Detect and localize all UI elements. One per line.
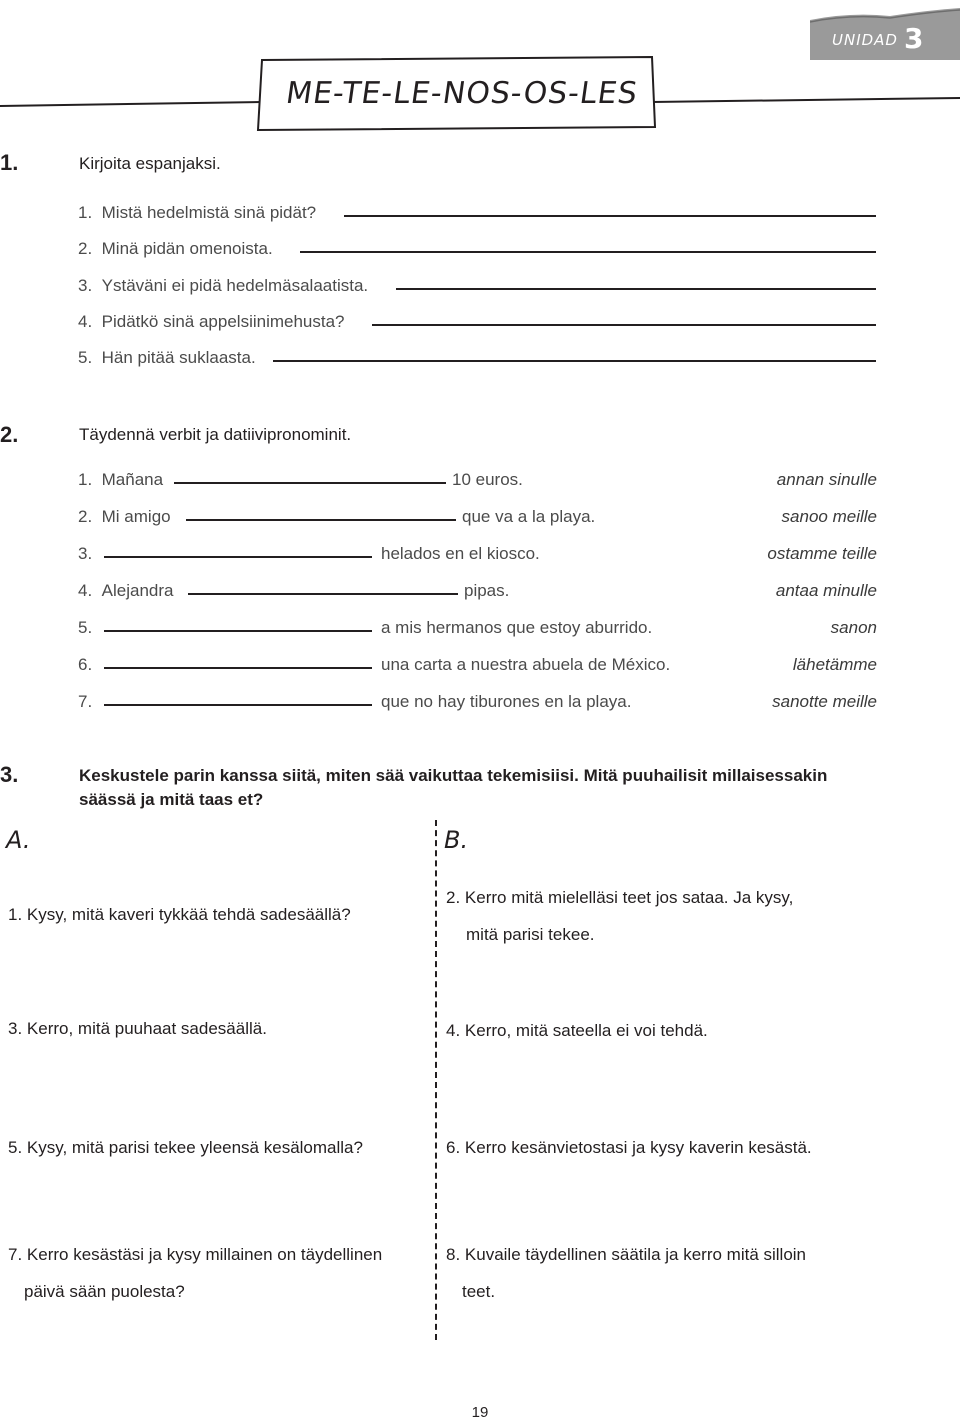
ex1-item-number: 3. <box>78 276 93 295</box>
ex2-item-hint: antaa minulle <box>775 581 877 600</box>
ex2-item-start: Mi amigo <box>101 507 171 526</box>
exercise-2-number: 2. <box>0 422 19 447</box>
task-b-2-line1: 2. Kerro mitä mielelläsi teet jos sataa. Ja kysy, <box>446 888 794 907</box>
exercise-1-number: 1. <box>0 150 19 175</box>
ex1-item-text: Ystäväni ei pidä hedelmäsalaatista. <box>101 276 369 295</box>
unit-word: UNIDAD <box>832 31 898 49</box>
ex2-item-end: que no hay tiburones en la playa. <box>381 692 632 711</box>
ex1-item-number: 2. <box>78 239 93 258</box>
answer-line[interactable] <box>344 215 876 217</box>
ex1-item-4 <box>78 312 345 332</box>
ex2-item-number: 7. <box>78 692 93 711</box>
ex2-item-end: a mis hermanos que estoy aburrido. <box>381 618 653 637</box>
task-b-4: 4. Kerro, mitä sateella ei voi tehdä. <box>446 1021 708 1040</box>
column-a-label: A. <box>6 826 31 854</box>
column-divider <box>435 820 437 1340</box>
unit-label <box>832 22 952 55</box>
ex1-item-number: 4. <box>78 312 93 331</box>
ex2-item-hint: lähetämme <box>792 655 877 674</box>
page-number: 19 <box>471 1404 489 1421</box>
answer-line[interactable] <box>188 593 458 595</box>
ex2-item-hint: annan sinulle <box>776 470 877 489</box>
ex1-item-text: Hän pitää suklaasta. <box>101 348 256 367</box>
answer-line[interactable] <box>300 251 876 253</box>
ex2-item-hint: ostamme teille <box>767 544 877 563</box>
task-a-1: 1. Kysy, mitä kaveri tykkää tehdä sadesäällä? <box>8 905 351 924</box>
ex2-item-6-start <box>78 655 92 675</box>
ex1-item-text: Pidätkö sinä appelsiinimehusta? <box>101 312 345 331</box>
task-a-5: 5. Kysy, mitä parisi tekee yleensä kesälomalla? <box>8 1138 363 1157</box>
answer-line[interactable] <box>104 704 372 706</box>
exercise-3-instruction-line2: säässä ja mitä taas et? <box>79 790 264 809</box>
ex2-item-4-start <box>78 581 173 601</box>
ex2-item-7-start <box>78 692 92 712</box>
ex1-item-number: 1. <box>78 203 93 222</box>
ex1-item-1 <box>78 203 316 223</box>
answer-line[interactable] <box>396 288 876 290</box>
ex2-item-number: 2. <box>78 507 93 526</box>
task-b-2-line2: mitä parisi tekee. <box>466 925 595 944</box>
exercise-2-instruction: Täydennä verbit ja datiivipronominit. <box>79 425 352 444</box>
ex2-item-number: 5. <box>78 618 93 637</box>
ex2-item-5-start <box>78 618 92 638</box>
task-a-7-line1: 7. Kerro kesästäsi ja kysy millainen on täydellinen <box>8 1245 383 1264</box>
ex1-item-3 <box>78 276 368 296</box>
ex2-item-start: Mañana <box>101 470 164 489</box>
column-b-label: B. <box>444 826 469 854</box>
exercise-3-instruction-line1: Keskustele parin kanssa siitä, miten sää vaikuttaa tekemisiisi. Mitä puuhailisit millaisessakin <box>79 766 828 785</box>
task-b-8-line2: teet. <box>462 1282 496 1301</box>
ex1-item-text: Minä pidän omenoista. <box>101 239 273 258</box>
ex2-item-end: 10 euros. <box>452 470 523 489</box>
ex2-item-number: 3. <box>78 544 93 563</box>
answer-line[interactable] <box>186 519 456 521</box>
ex2-item-end: pipas. <box>464 581 510 600</box>
ex1-item-2 <box>78 239 273 259</box>
unit-number: 3 <box>904 22 924 55</box>
task-b-6: 6. Kerro kesänvietostasi ja kysy kaverin kesästä. <box>446 1138 812 1157</box>
ex2-item-hint: sanoo meille <box>781 507 877 526</box>
ex2-item-number: 4. <box>78 581 93 600</box>
answer-line[interactable] <box>104 556 372 558</box>
answer-line[interactable] <box>104 630 372 632</box>
ex2-item-number: 1. <box>78 470 93 489</box>
answer-line[interactable] <box>372 324 876 326</box>
ex2-item-1-start <box>78 470 163 490</box>
ex2-item-hint: sanon <box>830 618 877 637</box>
answer-line[interactable] <box>104 667 372 669</box>
ex2-item-end: helados en el kiosco. <box>381 544 540 563</box>
ex2-item-start: Alejandra <box>101 581 174 600</box>
ex2-item-2-start <box>78 507 171 527</box>
exercise-1-instruction: Kirjoita espanjaksi. <box>79 154 221 173</box>
page-title: ME-TE-LE-NOS-OS-LES <box>283 76 641 111</box>
ex1-item-5 <box>78 348 256 368</box>
answer-line[interactable] <box>174 482 446 484</box>
ex1-item-text: Mistä hedelmistä sinä pidät? <box>101 203 317 222</box>
task-a-3: 3. Kerro, mitä puuhaat sadesäällä. <box>8 1019 267 1038</box>
ex2-item-end: una carta a nuestra abuela de México. <box>381 655 671 674</box>
ex2-item-number: 6. <box>78 655 93 674</box>
task-b-8-line1: 8. Kuvaile täydellinen säätila ja kerro mitä silloin <box>446 1245 807 1264</box>
task-a-7-line2: päivä sään puolesta? <box>24 1282 185 1301</box>
ex2-item-hint: sanotte meille <box>772 692 877 711</box>
exercise-3-number: 3. <box>0 762 19 787</box>
ex1-item-number: 5. <box>78 348 93 367</box>
ex2-item-end: que va a la playa. <box>462 507 596 526</box>
answer-line[interactable] <box>273 360 876 362</box>
ex2-item-3-start <box>78 544 92 564</box>
